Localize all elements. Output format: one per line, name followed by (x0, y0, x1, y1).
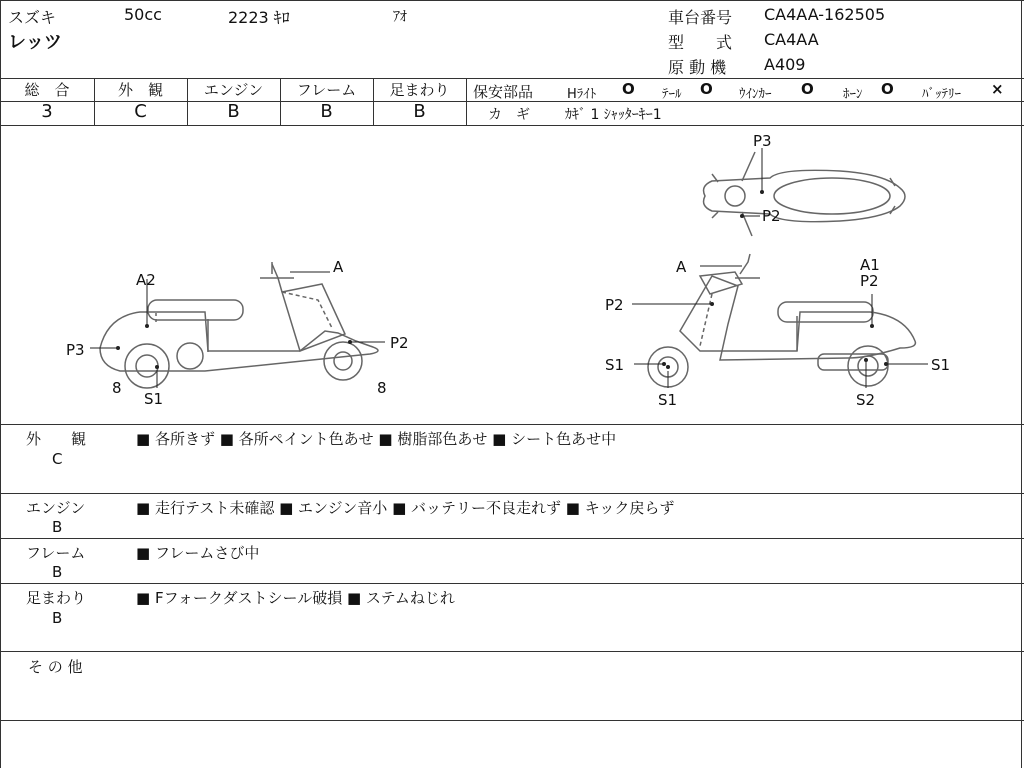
label-top-p2: P2 (762, 207, 781, 225)
table-border-top (0, 0, 1024, 1)
color: ｱｵ (393, 9, 407, 25)
label-right-a1: A1 (860, 256, 880, 274)
model-name: レッツ (8, 32, 62, 53)
remark-engine-label: エンジン (26, 499, 86, 517)
chassis-value: CA4AA-162505 (764, 5, 886, 24)
frame-grade: B (320, 101, 333, 122)
frame-label: フレーム (296, 81, 357, 99)
remark-divider-4 (0, 651, 1024, 652)
remark-suspension-grade: B (52, 609, 63, 627)
battery-label: ﾊﾞｯﾃﾘｰ (922, 87, 961, 102)
type-label: 型 式 (668, 33, 733, 52)
horn-mark: O (881, 80, 894, 98)
label-left-8a: 8 (112, 379, 122, 397)
remark-suspension-text: ■ Fフォークダストシール破損 ■ ステムねじれ (136, 589, 455, 607)
battery-mark: × (991, 80, 1004, 98)
overall-label: 総 合 (24, 81, 70, 99)
label-right-p2a: P2 (605, 296, 624, 314)
winker-label: ｳｲﾝｶｰ (739, 87, 772, 102)
label-right-s1c: S1 (931, 356, 951, 374)
key-label: カ ギ (488, 107, 530, 123)
exterior-grade: C (134, 101, 147, 122)
label-left-p2: P2 (390, 334, 409, 352)
engine-value: A409 (764, 55, 806, 74)
label-right-s1a: S1 (605, 356, 625, 374)
winker-mark: O (801, 80, 814, 98)
label-left-a: A (333, 258, 344, 276)
remark-divider-5 (0, 720, 1024, 721)
remark-divider-3 (0, 583, 1024, 584)
remark-frame-text: ■ フレームさび中 (136, 544, 260, 562)
label-right-a: A (676, 258, 687, 276)
suspension-label: 足まわり (389, 81, 450, 99)
horn-label: ﾎｰﾝ (843, 87, 863, 102)
scooter-top-view (704, 152, 905, 236)
chassis-label: 車台番号 (668, 8, 733, 27)
label-right-p2b: P2 (860, 272, 879, 290)
scooter-diagram (0, 126, 1024, 424)
maker: スズキ (8, 8, 57, 27)
headlight-mark: O (622, 80, 635, 98)
remark-suspension-label: 足まわり (26, 589, 87, 607)
label-right-s1b: S1 (658, 391, 678, 409)
label-left-s1: S1 (144, 390, 164, 408)
type-value: CA4AA (764, 30, 819, 49)
engine-grade: B (227, 101, 240, 122)
remark-exterior-label: 外 観 (26, 430, 87, 448)
key-value: ｶｷﾞ 1 ｼｬｯﾀｰｷｰ1 (565, 107, 662, 123)
label-left-a2: A2 (136, 271, 156, 289)
remark-exterior-text: ■ 各所きず ■ 各所ペイント色あせ ■ 樹脂部色あせ ■ シート色あせ中 (136, 430, 617, 448)
engine-label: 原 動 機 (668, 58, 727, 77)
headlight-label: Hﾗｲﾄ (567, 87, 597, 102)
grade-col-5 (466, 78, 467, 125)
diagram-divider (0, 424, 1024, 425)
label-left-p3: P3 (66, 341, 85, 359)
remark-frame-grade: B (52, 563, 63, 581)
label-left-8b: 8 (377, 379, 387, 397)
label-top-p3: P3 (753, 132, 772, 150)
suspension-grade: B (413, 101, 426, 122)
overall-grade: 3 (41, 101, 53, 122)
remark-divider-2 (0, 538, 1024, 539)
mileage: 2223 ｷﾛ (228, 8, 290, 27)
tail-mark: O (700, 80, 713, 98)
tail-label: ﾃｰﾙ (662, 87, 682, 102)
remark-divider-1 (0, 493, 1024, 494)
displacement: 50cc (124, 5, 162, 24)
exterior-label: 外 観 (117, 81, 163, 99)
remark-engine-grade: B (52, 518, 63, 536)
remark-frame-label: フレーム (26, 544, 86, 562)
label-right-s2: S2 (856, 391, 876, 409)
remark-engine-text: ■ 走行テスト未確認 ■ エンジン音小 ■ バッテリー不良走れず ■ キック戻らず (136, 499, 675, 517)
engine-grade-label: エンジン (203, 81, 264, 99)
remark-other-label: そ の 他 (28, 658, 83, 676)
safety-label: 保安部品 (473, 83, 534, 101)
remark-exterior-grade: C (52, 450, 63, 468)
